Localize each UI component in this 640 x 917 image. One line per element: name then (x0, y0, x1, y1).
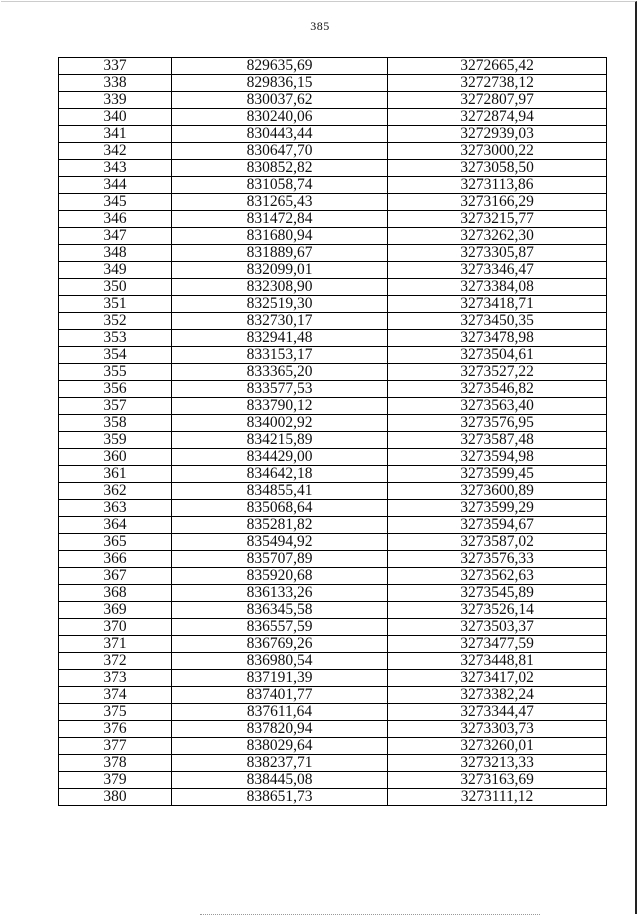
x-coordinate-cell: 831265,43 (172, 194, 388, 211)
table-row (59, 398, 607, 415)
point-number-cell: 362 (59, 483, 172, 500)
y-coordinate-cell: 3273576,33 (388, 551, 607, 568)
point-number-cell: 344 (59, 177, 172, 194)
table-row (59, 92, 607, 109)
point-number-cell: 374 (59, 687, 172, 704)
point-number-cell: 368 (59, 585, 172, 602)
point-number-cell: 360 (59, 449, 172, 466)
point-number-cell: 351 (59, 296, 172, 313)
y-coordinate-cell: 3273418,71 (388, 296, 607, 313)
x-coordinate-cell: 830037,62 (172, 92, 388, 109)
point-number-cell: 346 (59, 211, 172, 228)
point-number-cell: 375 (59, 704, 172, 721)
point-number-cell: 363 (59, 500, 172, 517)
y-coordinate-cell: 3273477,59 (388, 636, 607, 653)
y-coordinate-cell: 3273450,35 (388, 313, 607, 330)
y-coordinate-cell: 3273478,98 (388, 330, 607, 347)
point-number-cell: 358 (59, 415, 172, 432)
y-coordinate-cell: 3273600,89 (388, 483, 607, 500)
table-row (59, 245, 607, 262)
table-row (59, 653, 607, 670)
point-number-cell: 340 (59, 109, 172, 126)
table-row (59, 75, 607, 92)
bottom-rule (200, 914, 540, 915)
point-number-cell: 338 (59, 75, 172, 92)
point-number-cell: 350 (59, 279, 172, 296)
x-coordinate-cell: 832730,17 (172, 313, 388, 330)
table-row (59, 58, 607, 75)
y-coordinate-cell: 3273599,45 (388, 466, 607, 483)
x-coordinate-cell: 834855,41 (172, 483, 388, 500)
table-row (59, 449, 607, 466)
y-coordinate-cell: 3273163,69 (388, 772, 607, 789)
x-coordinate-cell: 837820,94 (172, 721, 388, 738)
point-number-cell: 369 (59, 602, 172, 619)
point-number-cell: 342 (59, 143, 172, 160)
table-row (59, 551, 607, 568)
table-row (59, 211, 607, 228)
point-number-cell: 349 (59, 262, 172, 279)
x-coordinate-cell: 829836,15 (172, 75, 388, 92)
point-number-cell: 356 (59, 381, 172, 398)
y-coordinate-cell: 3273305,87 (388, 245, 607, 262)
y-coordinate-cell: 3273448,81 (388, 653, 607, 670)
table-row (59, 636, 607, 653)
x-coordinate-cell: 837611,64 (172, 704, 388, 721)
y-coordinate-cell: 3273260,01 (388, 738, 607, 755)
x-coordinate-cell: 838445,08 (172, 772, 388, 789)
y-coordinate-cell: 3273382,24 (388, 687, 607, 704)
x-coordinate-cell: 838029,64 (172, 738, 388, 755)
point-number-cell: 367 (59, 568, 172, 585)
point-number-cell: 348 (59, 245, 172, 262)
y-coordinate-cell: 3273113,86 (388, 177, 607, 194)
y-coordinate-cell: 3273594,98 (388, 449, 607, 466)
table-row (59, 619, 607, 636)
table-row (59, 602, 607, 619)
table-row (59, 517, 607, 534)
y-coordinate-cell: 3273166,29 (388, 194, 607, 211)
x-coordinate-cell: 834642,18 (172, 466, 388, 483)
table-row (59, 347, 607, 364)
x-coordinate-cell: 836133,26 (172, 585, 388, 602)
point-number-cell: 343 (59, 160, 172, 177)
x-coordinate-cell: 837191,39 (172, 670, 388, 687)
y-coordinate-cell: 3273504,61 (388, 347, 607, 364)
x-coordinate-cell: 833153,17 (172, 347, 388, 364)
table-row (59, 432, 607, 449)
point-number-cell: 355 (59, 364, 172, 381)
x-coordinate-cell: 836769,26 (172, 636, 388, 653)
table-row (59, 738, 607, 755)
x-coordinate-cell: 829635,69 (172, 58, 388, 75)
x-coordinate-cell: 833577,53 (172, 381, 388, 398)
x-coordinate-cell: 833365,20 (172, 364, 388, 381)
table-row (59, 755, 607, 772)
point-number-cell: 380 (59, 789, 172, 806)
page-number: 385 (310, 19, 330, 33)
table-row (59, 126, 607, 143)
y-coordinate-cell: 3272939,03 (388, 126, 607, 143)
table-row (59, 789, 607, 806)
y-coordinate-cell: 3273545,89 (388, 585, 607, 602)
x-coordinate-cell: 830240,06 (172, 109, 388, 126)
x-coordinate-cell: 835707,89 (172, 551, 388, 568)
x-coordinate-cell: 831058,74 (172, 177, 388, 194)
point-number-cell: 353 (59, 330, 172, 347)
table-row (59, 721, 607, 738)
y-coordinate-cell: 3273303,73 (388, 721, 607, 738)
y-coordinate-cell: 3273000,22 (388, 143, 607, 160)
y-coordinate-cell: 3272738,12 (388, 75, 607, 92)
y-coordinate-cell: 3273599,29 (388, 500, 607, 517)
y-coordinate-cell: 3272807,97 (388, 92, 607, 109)
table-row (59, 330, 607, 347)
x-coordinate-cell: 830647,70 (172, 143, 388, 160)
x-coordinate-cell: 835281,82 (172, 517, 388, 534)
y-coordinate-cell: 3273594,67 (388, 517, 607, 534)
y-coordinate-cell: 3273213,33 (388, 755, 607, 772)
y-coordinate-cell: 3273546,82 (388, 381, 607, 398)
table-row (59, 313, 607, 330)
point-number-cell: 372 (59, 653, 172, 670)
coordinates-table-body (59, 58, 607, 806)
point-number-cell: 365 (59, 534, 172, 551)
x-coordinate-cell: 831680,94 (172, 228, 388, 245)
y-coordinate-cell: 3273111,12 (388, 789, 607, 806)
point-number-cell: 339 (59, 92, 172, 109)
point-number-cell: 377 (59, 738, 172, 755)
y-coordinate-cell: 3273346,47 (388, 262, 607, 279)
point-number-cell: 352 (59, 313, 172, 330)
table-row (59, 534, 607, 551)
point-number-cell: 341 (59, 126, 172, 143)
x-coordinate-cell: 837401,77 (172, 687, 388, 704)
y-coordinate-cell: 3273215,77 (388, 211, 607, 228)
point-number-cell: 337 (59, 58, 172, 75)
x-coordinate-cell: 832519,30 (172, 296, 388, 313)
y-coordinate-cell: 3273526,14 (388, 602, 607, 619)
y-coordinate-cell: 3273562,63 (388, 568, 607, 585)
table-row (59, 160, 607, 177)
table-row (59, 483, 607, 500)
y-coordinate-cell: 3273384,08 (388, 279, 607, 296)
table-row (59, 585, 607, 602)
x-coordinate-cell: 838237,71 (172, 755, 388, 772)
point-number-cell: 354 (59, 347, 172, 364)
point-number-cell: 366 (59, 551, 172, 568)
point-number-cell: 359 (59, 432, 172, 449)
table-row (59, 143, 607, 160)
table-row (59, 772, 607, 789)
x-coordinate-cell: 831889,67 (172, 245, 388, 262)
x-coordinate-cell: 834002,92 (172, 415, 388, 432)
y-coordinate-cell: 3273058,50 (388, 160, 607, 177)
table-row (59, 177, 607, 194)
point-number-cell: 373 (59, 670, 172, 687)
table-row (59, 296, 607, 313)
point-number-cell: 357 (59, 398, 172, 415)
y-coordinate-cell: 3273563,40 (388, 398, 607, 415)
table-row (59, 568, 607, 585)
y-coordinate-cell: 3273344,47 (388, 704, 607, 721)
x-coordinate-cell: 836345,58 (172, 602, 388, 619)
table-row (59, 364, 607, 381)
y-coordinate-cell: 3272874,94 (388, 109, 607, 126)
x-coordinate-cell: 831472,84 (172, 211, 388, 228)
y-coordinate-cell: 3273576,95 (388, 415, 607, 432)
point-number-cell: 371 (59, 636, 172, 653)
table-row (59, 704, 607, 721)
point-number-cell: 376 (59, 721, 172, 738)
x-coordinate-cell: 838651,73 (172, 789, 388, 806)
table-row (59, 466, 607, 483)
x-coordinate-cell: 830443,44 (172, 126, 388, 143)
table-row (59, 500, 607, 517)
x-coordinate-cell: 835920,68 (172, 568, 388, 585)
y-coordinate-cell: 3272665,42 (388, 58, 607, 75)
x-coordinate-cell: 836980,54 (172, 653, 388, 670)
x-coordinate-cell: 832099,01 (172, 262, 388, 279)
x-coordinate-cell: 834215,89 (172, 432, 388, 449)
point-number-cell: 370 (59, 619, 172, 636)
y-coordinate-cell: 3273262,30 (388, 228, 607, 245)
point-number-cell: 378 (59, 755, 172, 772)
table-row (59, 262, 607, 279)
table-row (59, 670, 607, 687)
x-coordinate-cell: 830852,82 (172, 160, 388, 177)
x-coordinate-cell: 835494,92 (172, 534, 388, 551)
y-coordinate-cell: 3273527,22 (388, 364, 607, 381)
point-number-cell: 347 (59, 228, 172, 245)
y-coordinate-cell: 3273417,02 (388, 670, 607, 687)
table-row (59, 194, 607, 211)
coordinates-table (58, 57, 607, 806)
table-row (59, 228, 607, 245)
table-row (59, 279, 607, 296)
point-number-cell: 379 (59, 772, 172, 789)
y-coordinate-cell: 3273503,37 (388, 619, 607, 636)
table-row (59, 381, 607, 398)
table-row (59, 415, 607, 432)
x-coordinate-cell: 835068,64 (172, 500, 388, 517)
y-coordinate-cell: 3273587,48 (388, 432, 607, 449)
point-number-cell: 345 (59, 194, 172, 211)
x-coordinate-cell: 832941,48 (172, 330, 388, 347)
x-coordinate-cell: 836557,59 (172, 619, 388, 636)
point-number-cell: 364 (59, 517, 172, 534)
x-coordinate-cell: 832308,90 (172, 279, 388, 296)
table-row (59, 109, 607, 126)
x-coordinate-cell: 834429,00 (172, 449, 388, 466)
y-coordinate-cell: 3273587,02 (388, 534, 607, 551)
point-number-cell: 361 (59, 466, 172, 483)
x-coordinate-cell: 833790,12 (172, 398, 388, 415)
table-row (59, 687, 607, 704)
